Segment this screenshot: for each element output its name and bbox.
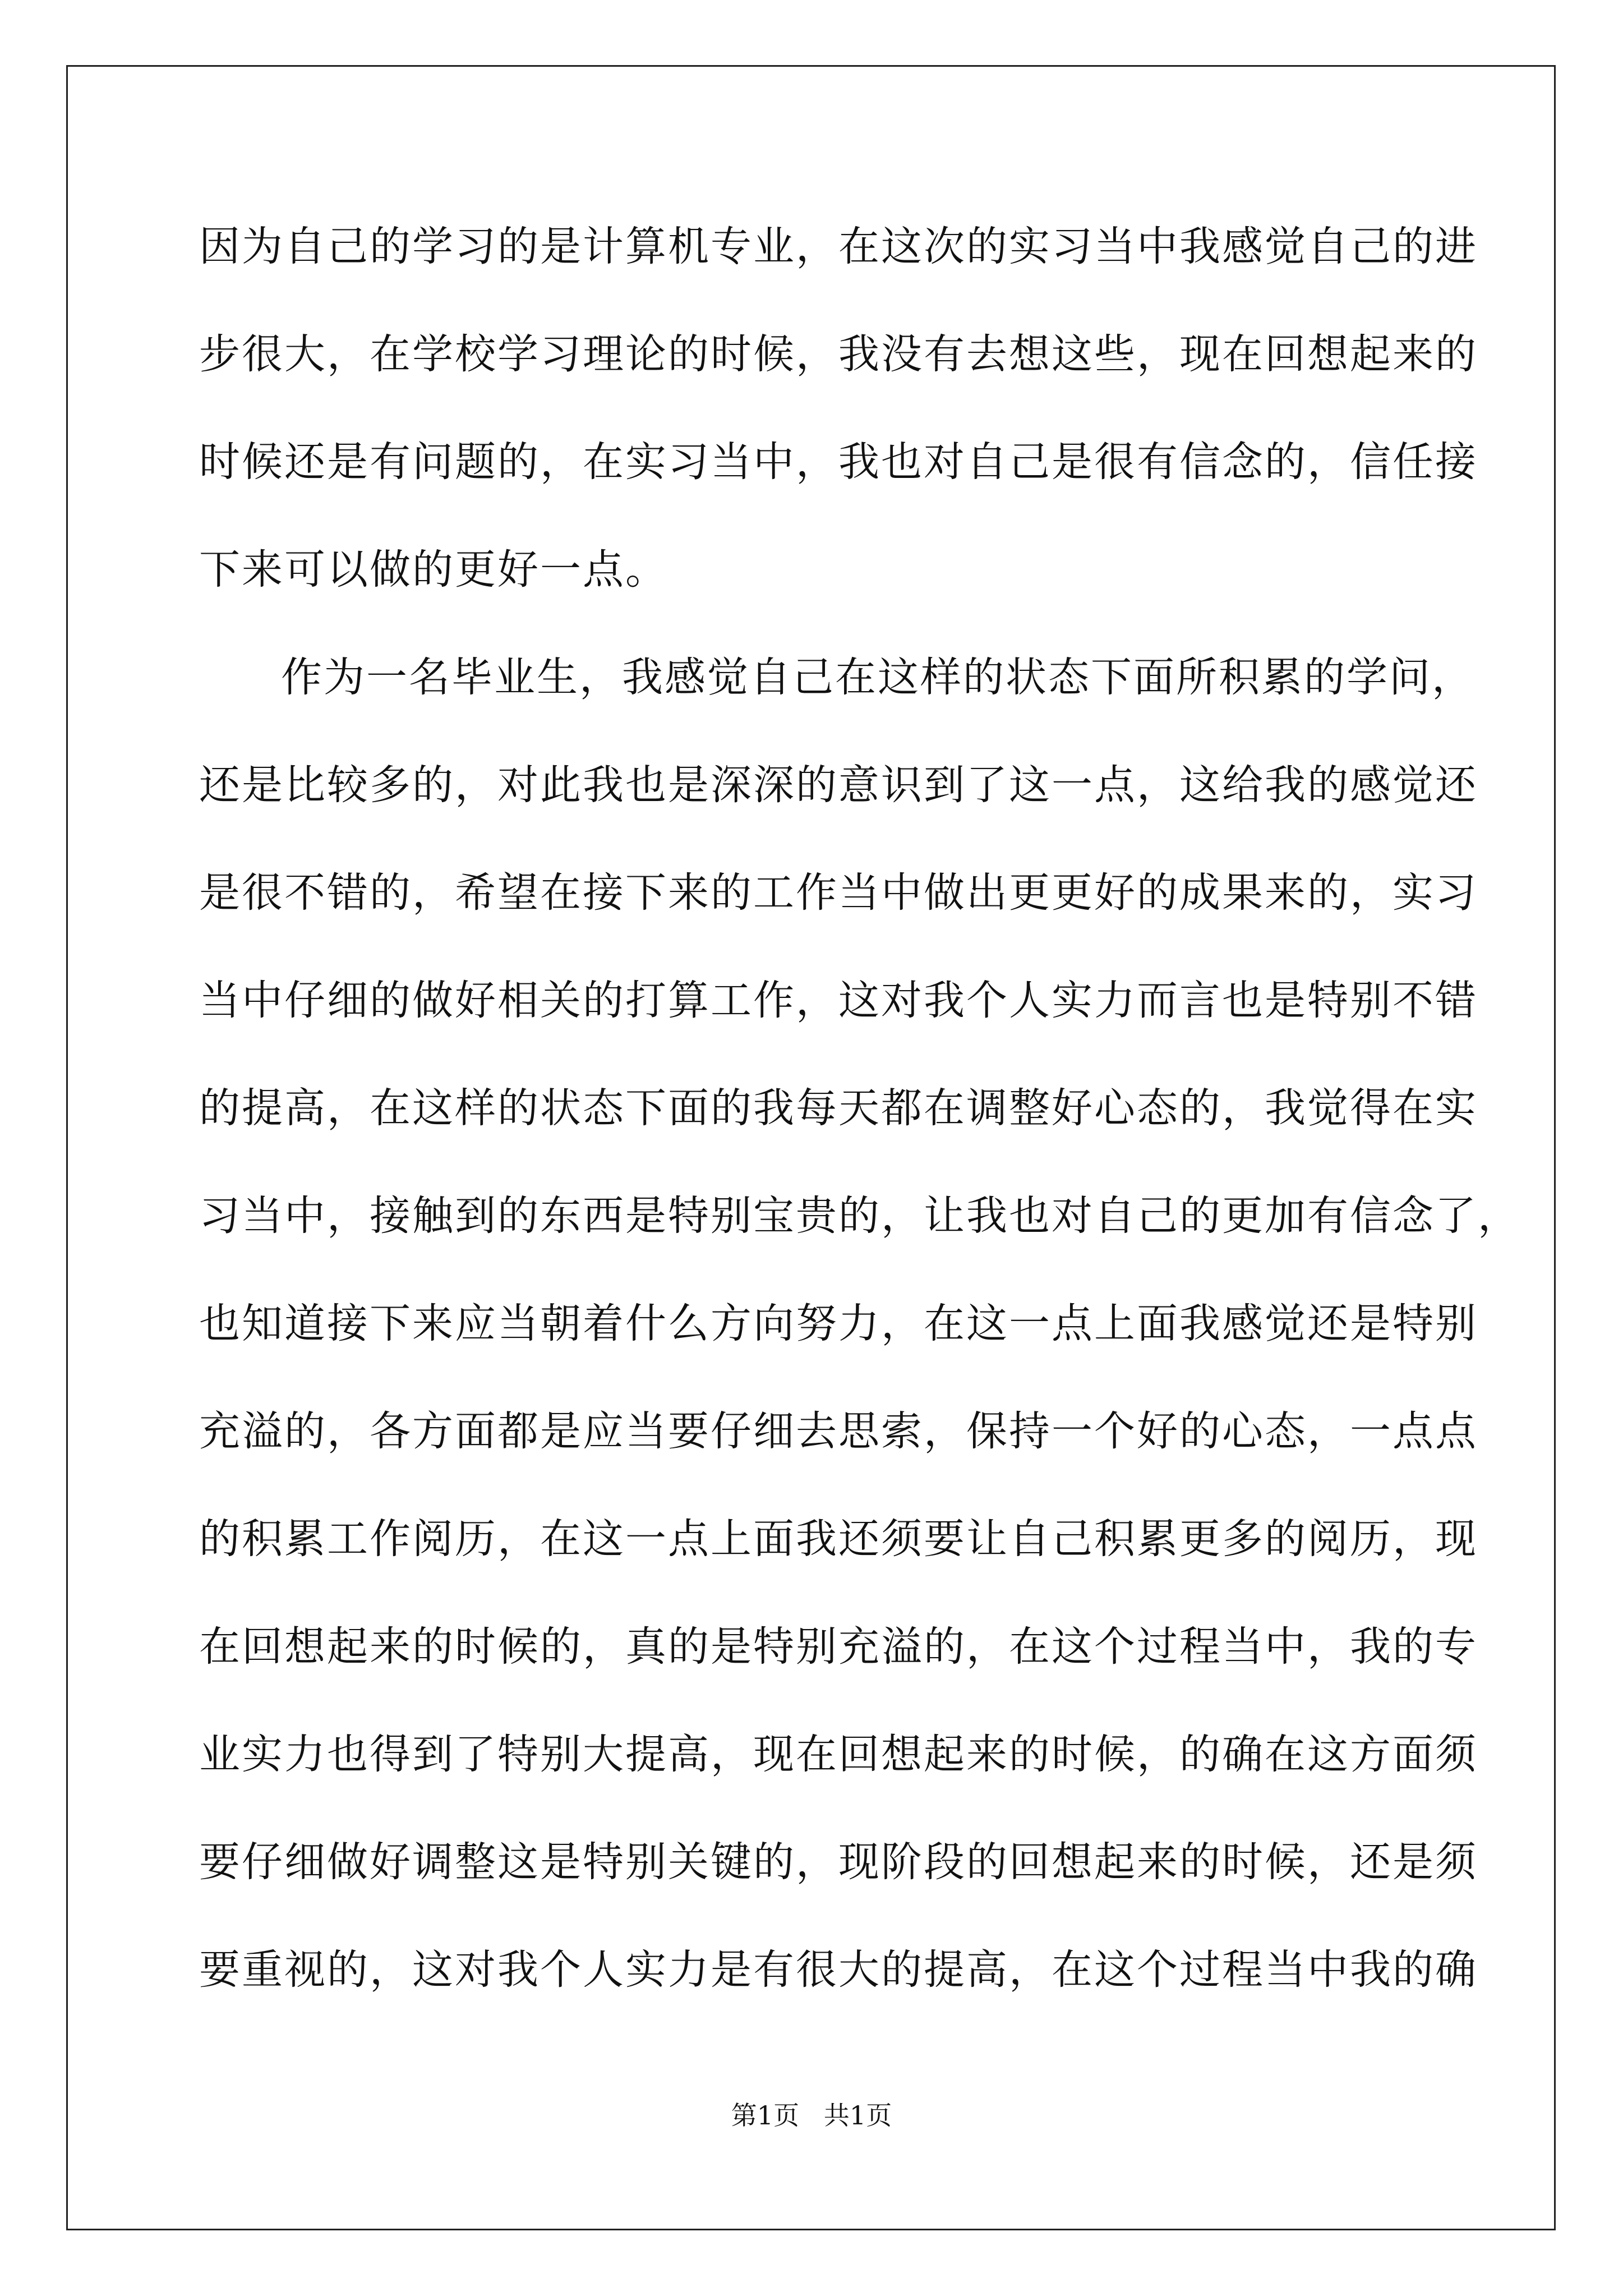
text-line: 时候还是有问题的，在实习当中，我也对自己是很有信念的，信任接 <box>199 438 1478 486</box>
text-line: 作为一名毕业生，我感觉自己在这样的状态下面所积累的学问， <box>281 654 1474 701</box>
text-line: 下来可以做的更好一点。 <box>199 546 668 593</box>
text-line: 因为自己的学习的是计算机专业，在这次的实习当中我感觉自己的进 <box>199 223 1478 270</box>
text-line: 当中仔细的做好相关的打算工作，这对我个人实力而言也是特别不错 <box>199 977 1478 1024</box>
text-line: 业实力也得到了特别大提高，现在回想起来的时候，的确在这方面须 <box>199 1731 1478 1778</box>
text-line: 要仔细做好调整这是特别关键的，现阶段的回想起来的时候，还是须 <box>199 1838 1478 1886</box>
text-line: 的积累工作阅历，在这一点上面我还须要让自己积累更多的阅历，现 <box>199 1515 1478 1563</box>
document-body <box>199 213 1520 2044</box>
text-line: 是很不错的，希望在接下来的工作当中做出更更好的成果来的，实习 <box>199 869 1478 917</box>
text-line: 也知道接下来应当朝着什么方向努力，在这一点上面我感觉还是特别 <box>199 1300 1478 1347</box>
text-line: 步很大，在学校学习理论的时候，我没有去想这些，现在回想起来的 <box>199 330 1478 378</box>
text-line: 充溢的，各方面都是应当要仔细去思索，保持一个好的心态，一点点 <box>199 1407 1478 1455</box>
text-line: 还是比较多的，对此我也是深深的意识到了这一点，这给我的感觉还 <box>199 761 1478 809</box>
text-line: 的提高，在这样的状态下面的我每天都在调整好心态的，我觉得在实 <box>199 1084 1478 1132</box>
page-footer: 第1页 共1页 <box>731 2100 892 2131</box>
text-line: 在回想起来的时候的，真的是特别充溢的，在这个过程当中，我的专 <box>199 1623 1478 1671</box>
text-line: 要重视的，这对我个人实力是有很大的提高，在这个过程当中我的确 <box>199 1946 1478 1994</box>
text-line: 习当中，接触到的东西是特别宝贵的，让我也对自己的更加有信念了， <box>199 1192 1520 1240</box>
